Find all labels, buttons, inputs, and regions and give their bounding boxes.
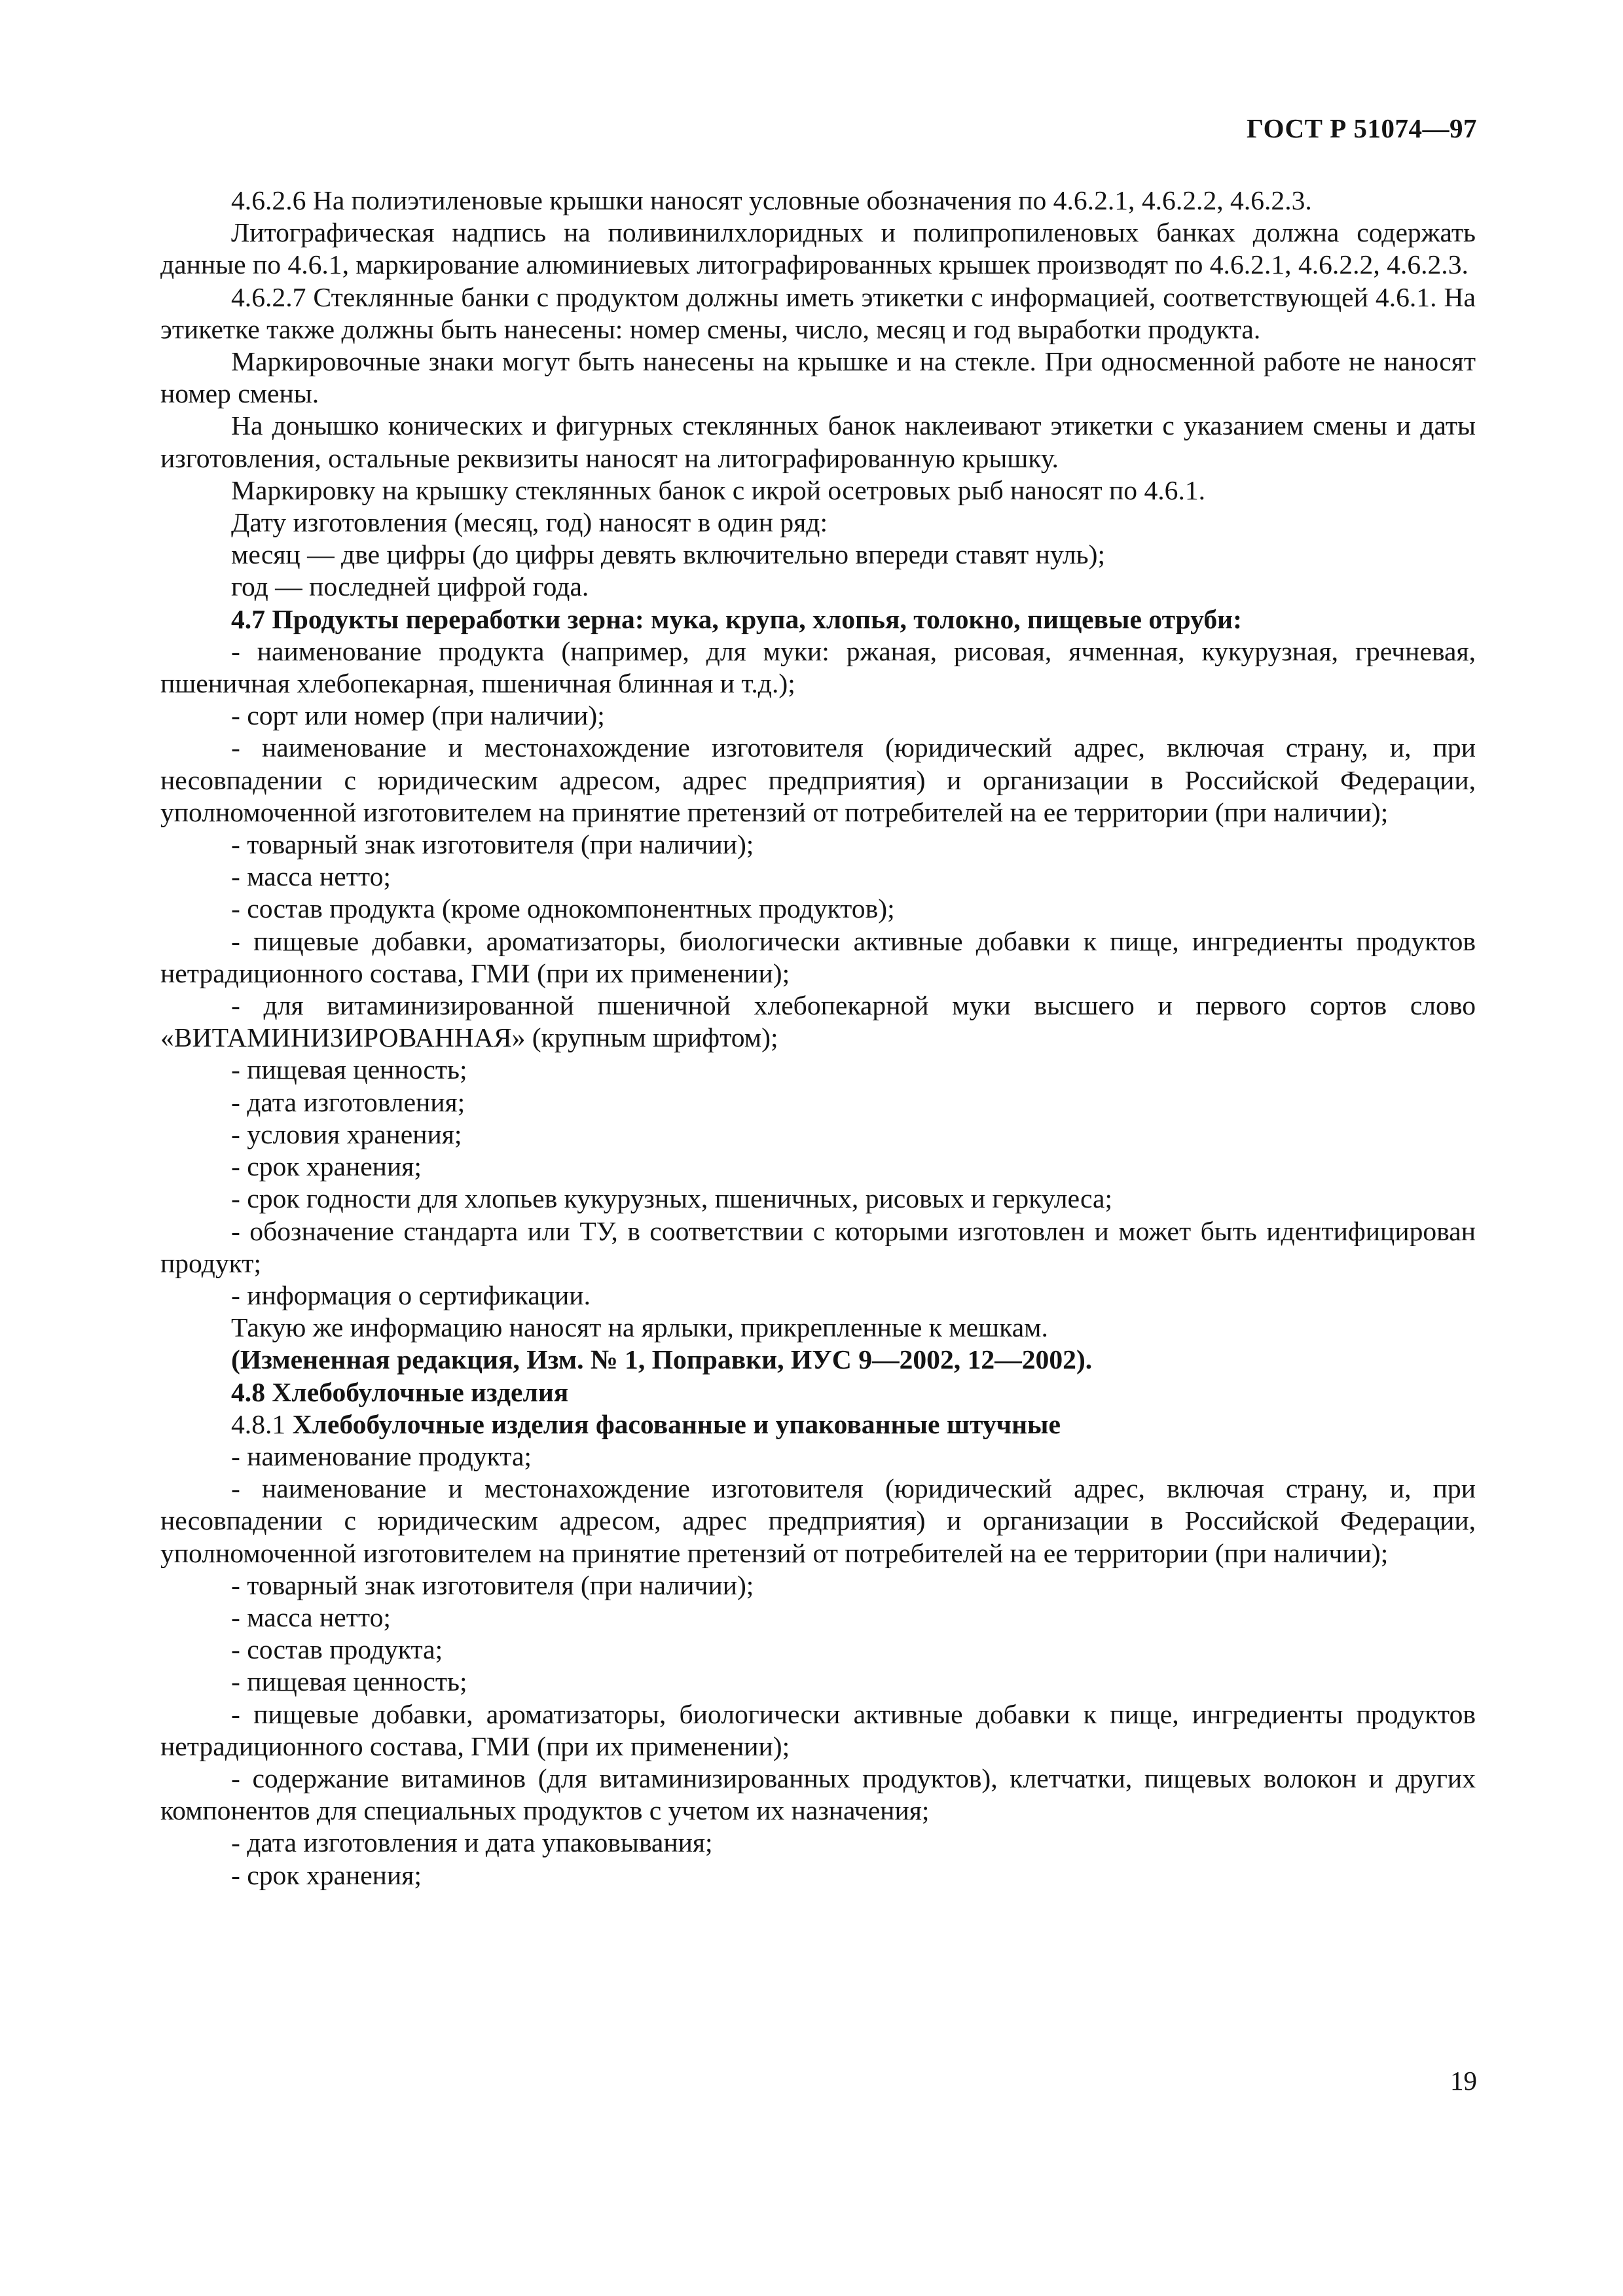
document-code-header: ГОСТ Р 51074—97: [1247, 113, 1477, 143]
paragraph: На донышко конических и фигурных стеклянных банок наклеивают этикетки с указанием смены и даты изготовления, остальные реквизиты наносят на литографированную крышку.: [160, 410, 1476, 473]
amendment-note: (Измененная редакция, Изм. № 1, Поправки, ИУС 9—2002, 12—2002).: [231, 1344, 1093, 1375]
clause-title: Хлебобулочные изделия фасованные и упакованные штучные: [292, 1408, 1061, 1439]
clause-4-6-2-6: 4.6.2.6 На полиэтиленовые крышки наносят условные обозначения по 4.6.2.1, 4.6.2.2, 4.6.2.3.: [231, 185, 1312, 215]
paragraph: Литографическая надпись на поливинилхлоридных и полипропиленовых банках должна содержать данные по 4.6.1, маркирование алюминиевых литографированных крышек производят по 4.6.2.1, 4.6.2.2, 4.6.2.3.: [160, 217, 1476, 280]
paragraph: месяц — две цифры (до цифры девять включительно впереди ставят нуль);: [231, 539, 1106, 570]
list-item: - для витаминизированной пшеничной хлебопекарной муки высшего и первого сортов слово «ВИТАМИНИЗИРОВАННАЯ» (крупным шрифтом);: [160, 990, 1476, 1053]
subsection-heading-4-8-1: [160, 1408, 1476, 1441]
list-item: - пищевая ценность;: [231, 1054, 467, 1085]
list-item: - наименование и местонахождение изготовителя (юридический адрес, включая страну, и, при несовпадении с юридическим адресом, адрес предприятия) и организации в Российской Федерации, уполномоченной изготовителем на принятие претензий от потребителей на ее территории (при наличии);: [160, 1473, 1476, 1568]
paragraph: год — последней цифрой года.: [231, 571, 589, 602]
section-heading-4-7: 4.7 Продукты переработки зерна: мука, крупа, хлопья, толокно, пищевые отруби:: [231, 603, 1242, 634]
list-item: - наименование и местонахождение изготовителя (юридический адрес, включая страну, и, при несовпадении с юридическим адресом, адрес предприятия) и организации в Российской Федерации, уполномоченной изготовителем на принятие претензий от потребителей на ее территории (при наличии);: [160, 732, 1476, 827]
list-item: - содержание витаминов (для витаминизированных продуктов), клетчатки, пищевых волокон и других компонентов для специальных продуктов с учетом их назначения;: [160, 1763, 1476, 1826]
section-heading-4-8: 4.8 Хлебобулочные изделия: [231, 1376, 569, 1407]
list-item: - масса нетто;: [231, 1602, 391, 1632]
list-item: - пищевая ценность;: [231, 1666, 467, 1697]
paragraph: Такую же информацию наносят на ярлыки, прикрепленные к мешкам.: [231, 1312, 1048, 1343]
paragraph: Дату изготовления (месяц, год) наносят в один ряд:: [231, 507, 828, 538]
list-item: - состав продукта;: [231, 1634, 443, 1665]
list-item: - условия хранения;: [231, 1119, 462, 1149]
list-item: - товарный знак изготовителя (при наличии);: [231, 1570, 754, 1600]
list-item: - сорт или номер (при наличии);: [231, 700, 605, 731]
list-item: - срок хранения;: [231, 1859, 422, 1890]
list-item: - дата изготовления;: [231, 1086, 465, 1117]
list-item: - обозначение стандарта или ТУ, в соответствии с которыми изготовлен и может быть идентифицирован продукт;: [160, 1215, 1476, 1278]
list-item: - наименование продукта;: [231, 1441, 532, 1471]
page-number: 19: [1450, 2066, 1477, 2096]
clause-number: 4.8.1: [231, 1408, 286, 1439]
list-item: - пищевые добавки, ароматизаторы, биологически активные добавки к пище, ингредиенты продуктов нетрадиционного состава, ГМИ (при их применении);: [160, 1698, 1476, 1761]
list-item: - товарный знак изготовителя (при наличии);: [231, 829, 754, 860]
list-item: - пищевые добавки, ароматизаторы, биологически активные добавки к пище, ингредиенты продуктов нетрадиционного состава, ГМИ (при их применении);: [160, 925, 1476, 988]
paragraph: Маркировочные знаки могут быть нанесены на крышке и на стекле. При односменной работе не наносят номер смены.: [160, 346, 1476, 409]
list-item: - масса нетто;: [231, 861, 391, 892]
list-item: - срок хранения;: [231, 1151, 422, 1182]
document-body: [160, 185, 1476, 1892]
clause-4-6-2-7: 4.6.2.7 Стеклянные банки с продуктом должны иметь этикетки с информацией, соответствующей 4.6.1. На этикетке также должны быть нанесены: номер смены, число, месяц и год выработки продукта.: [160, 281, 1476, 344]
list-item: - срок годности для хлопьев кукурузных, пшеничных, рисовых и геркулеса;: [231, 1183, 1113, 1214]
list-item: - состав продукта (кроме однокомпонентных продуктов);: [231, 893, 895, 924]
list-item: - наименование продукта (например, для муки: ржаная, рисовая, ячменная, кукурузная, гречневая, пшеничная хлебопекарная, пшеничная блинная и т.д.);: [160, 636, 1476, 699]
list-item: - дата изготовления и дата упаковывания;: [231, 1827, 713, 1858]
paragraph: Маркировку на крышку стеклянных банок с икрой осетровых рыб наносят по 4.6.1.: [231, 475, 1206, 505]
list-item: - информация о сертификации.: [231, 1280, 591, 1310]
